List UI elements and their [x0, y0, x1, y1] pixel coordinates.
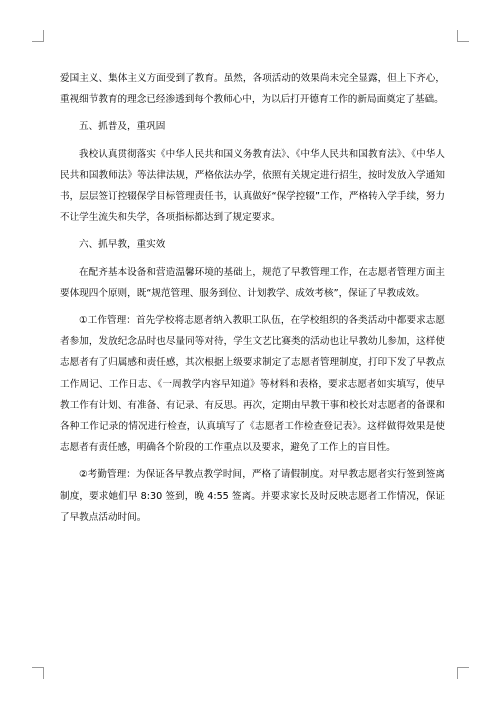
section-heading-6: 六、抓早教，重实效	[79, 239, 166, 251]
paragraph-continuation: 爱国主义、集体主义方面受到了教育。虽然，各项活动的效果尚未完全显露，但上下齐心，重视细节教育的理念已经渗透到每个教师心中，为以后打开德育工作的新局面奠定了基础。	[60, 73, 445, 106]
paragraph-work-management: ①工作管理：首先学校将志愿者纳入教职工队伍，在学校组织的各类活动中都要求志愿者参加，发放纪念品时也尽量同等对待，学生文艺比赛类的活动也让早教幼儿参加，这样使志愿者有了归属感和责任感，其次根据上级要求制定了志愿者管理制度，打印下发了早教点工作周记、工作日志、《一周教学内容早知道》等材料和表格，要求志愿者如实填写，使早教工作有计划、有准备、有记录、有反思。再次，定期由早教干事和校长对志愿者的备课和各种工作记录的情况进行检查，认真填写了《志愿者工作检查登记表》。这样做得效果是使志愿者有责任感，明确各个阶段的工作重点以及要求，避免了工作上的盲目性。	[60, 315, 445, 454]
paragraph-section-6: 在配齐基本设备和营造温馨环境的基础上，规范了早教管理工作，在志愿者管理方面主要体现四个原则，既“规范管理、服务到位、计划教学、成效考核”，保证了早教成效。	[60, 266, 445, 299]
paragraph-attendance-management: ②考勤管理：为保证各早教点教学时间，严格了请假制度。对早教志愿者实行签到签离制度，要求她们早 8:30 签到，晚 4:55 签离。并要求家长及时反映志愿者工作情况，保证了早教点活动时间。	[60, 469, 445, 523]
crop-mark-top-right	[457, 30, 469, 42]
document-body	[60, 68, 445, 528]
crop-mark-bottom-right	[457, 667, 469, 679]
paragraph-section-5: 我校认真贯彻落实《中华人民共和国义务教育法》、《中华人民共和国教育法》、《中华人民共和国教师法》等法律法规，严格依法办学，依照有关规定进行招生，按时发放入学通知书，层层签订控辍保学目标管理责任书，认真做好“保学控辍”工作，严格转入学手续，努力不让学生流失和失学，各项指标都达到了规定要求。	[60, 148, 445, 224]
crop-mark-top-left	[32, 30, 44, 42]
crop-mark-bottom-left	[32, 667, 44, 679]
section-heading-5: 五、抓普及，重巩固	[79, 121, 166, 133]
